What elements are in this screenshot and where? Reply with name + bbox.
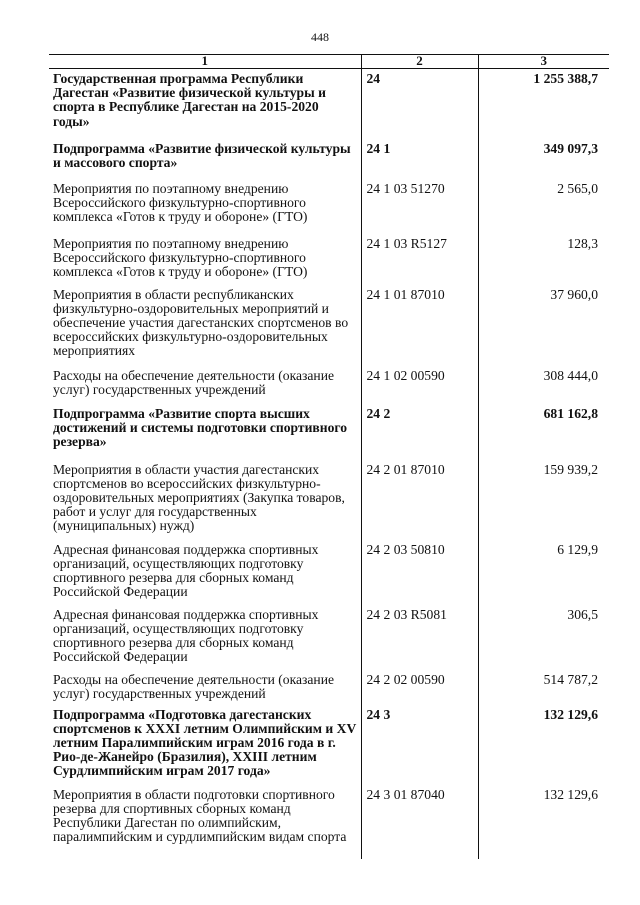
row-name: Адресная финансовая поддержка спортивных организаций, осуществляющих подготовку спортивного резерва для сборных команд Российской Федерации [53,541,319,600]
row-code: 24 2 01 87010 [361,460,478,540]
row-code: 24 2 02 00590 [361,670,478,705]
table-row [49,234,609,285]
row-amount: 514 787,2 [478,670,609,705]
row-amount: 2 565,0 [478,179,609,234]
row-amount: 132 129,6 [478,785,609,859]
row-name: Мероприятия в области подготовки спортивного резерва для спортивных сборных команд Республики Дагестан по олимпийским, паралимпийским и сурдлимпийским видам спорта [53,786,347,845]
row-amount: 308 444,0 [478,366,609,404]
table-row [49,705,609,785]
row-code: 24 1 03 R5127 [361,234,478,285]
row-name: Расходы на обеспечение деятельности (оказание услуг) государственных учреждений [53,671,335,701]
table-row [49,366,609,404]
row-amount: 159 939,2 [478,460,609,540]
row-code: 24 2 03 R5081 [361,605,478,670]
row-code: 24 1 01 87010 [361,285,478,366]
table-row [49,285,609,366]
row-name: Государственная программа Республики Дагестан «Развитие физической культуры и спорта в Республике Дагестан на 2015-2020 годы» [53,71,326,129]
row-code: 24 3 01 87040 [361,785,478,859]
row-code: 24 2 [361,404,478,460]
table-row [49,785,609,859]
row-name: Подпрограмма «Развитие спорта высших достижений и системы подготовки спортивного резерва» [53,405,348,449]
row-name: Мероприятия в области участия дагестанских спортсменов во всероссийских физкультурно-оздоровительных мероприятиях (Закупка товаров, работ и услуг для государственных (муниципальных) нужд) [53,461,345,534]
column-header-1: 1 [49,55,361,69]
row-code: 24 [361,69,478,139]
table-header-row [49,55,609,69]
column-header-2: 2 [361,55,478,69]
row-name: Мероприятия по поэтапному внедрению Всероссийского физкультурно-спортивного комплекса «Готов к труду и обороне» (ГТО) [53,235,308,279]
table-row [49,670,609,705]
table-row [49,605,609,670]
table-row [49,404,609,460]
page-number: 448 [311,30,329,44]
row-name: Подпрограмма «Подготовка дагестанских спортсменов к XXXI летним Олимпийским и XV летним Паралимпийским играм 2016 года в г. Рио-де-Жанейро (Бразилия), XXIII летним Сурдлимпийским играм 2017 года» [53,706,357,779]
table-row [49,540,609,605]
row-code: 24 3 [361,705,478,785]
row-amount: 349 097,3 [478,139,609,179]
row-amount: 6 129,9 [478,540,609,605]
row-amount: 306,5 [478,605,609,670]
row-amount: 681 162,8 [478,404,609,460]
row-name: Подпрограмма «Развитие физической культуры и массового спорта» [53,140,351,170]
row-name: Мероприятия в области республиканских физкультурно-оздоровительных мероприятий и обеспечение участия дагестанских спортсменов во всероссийских физкультурно-оздоровительных мероприятиях [53,286,349,359]
table-row [49,139,609,179]
row-amount: 37 960,0 [478,285,609,366]
row-code: 24 2 03 50810 [361,540,478,605]
row-name: Адресная финансовая поддержка спортивных организаций, осуществляющих подготовку спортивного резерва для сборных команд Российской Федерации [53,606,319,665]
row-name: Расходы на обеспечение деятельности (оказание услуг) государственных учреждений [53,367,335,397]
row-code: 24 1 [361,139,478,179]
row-amount: 1 255 388,7 [478,69,609,139]
table-row [49,460,609,540]
row-code: 24 1 03 51270 [361,179,478,234]
row-name: Мероприятия по поэтапному внедрению Всероссийского физкультурно-спортивного комплекса «Готов к труду и обороне» (ГТО) [53,180,308,224]
row-amount: 128,3 [478,234,609,285]
column-header-3: 3 [478,55,609,69]
row-code: 24 1 02 00590 [361,366,478,404]
row-amount: 132 129,6 [478,705,609,785]
table-row [49,179,609,234]
budget-table [49,54,609,859]
table-row [49,69,609,139]
